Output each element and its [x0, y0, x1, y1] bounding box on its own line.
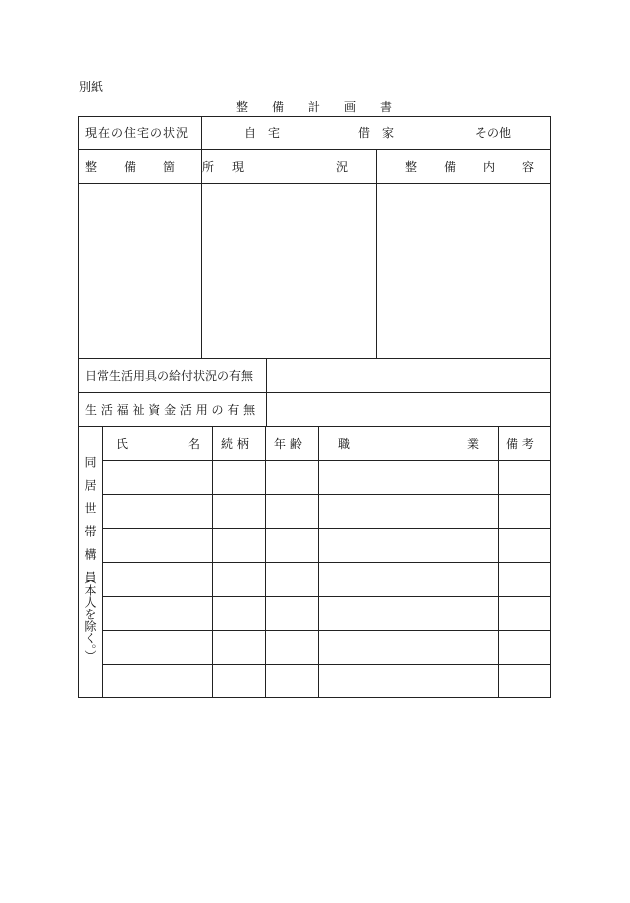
col-job-a: 職 [338, 437, 351, 451]
table-row[interactable] [103, 563, 550, 596]
household-rows [103, 461, 550, 697]
housing-option-own-home: 自 宅 [244, 126, 281, 140]
header-location: 整 備 箇 所 [85, 160, 216, 174]
benefits-label: 日常生活用具の給付状況の有無 [85, 369, 254, 383]
col-name-a: 氏 [116, 437, 129, 451]
welfare-label: 生 活 福 祉 資 金 活 用 の 有 無 [85, 403, 256, 417]
table-row[interactable] [103, 529, 550, 562]
household-side-paren: （本人を除く。） [83, 572, 97, 662]
col-name-b: 名 [188, 437, 201, 451]
benefits-value-cell[interactable] [267, 359, 550, 392]
household-side-label: 同居世帯構員 [83, 456, 97, 594]
attachment-label: 別紙 [79, 80, 104, 94]
header-status-b: 況 [336, 160, 349, 174]
col-relation: 続 柄 [221, 437, 249, 451]
header-status-a: 現 [232, 160, 245, 174]
table-row[interactable] [103, 495, 550, 528]
table-row[interactable] [103, 597, 550, 630]
housing-option-rental: 借 家 [358, 126, 395, 140]
status-cell[interactable] [202, 184, 376, 358]
table-row[interactable] [103, 461, 550, 494]
header-content: 整 備 内 容 [405, 160, 536, 174]
col-age: 年 齢 [274, 437, 302, 451]
housing-label: 現在の住宅の状況 [85, 126, 190, 140]
col-remarks: 備 考 [506, 437, 534, 451]
table-row[interactable] [103, 665, 550, 697]
col-job-b: 業 [467, 437, 480, 451]
housing-option-other: その他 [475, 126, 512, 140]
welfare-value-cell[interactable] [267, 393, 550, 426]
location-cell[interactable] [79, 184, 201, 358]
document-title: 整 備 計 画 書 [236, 100, 399, 114]
content-cell[interactable] [377, 184, 550, 358]
table-row[interactable] [103, 631, 550, 664]
